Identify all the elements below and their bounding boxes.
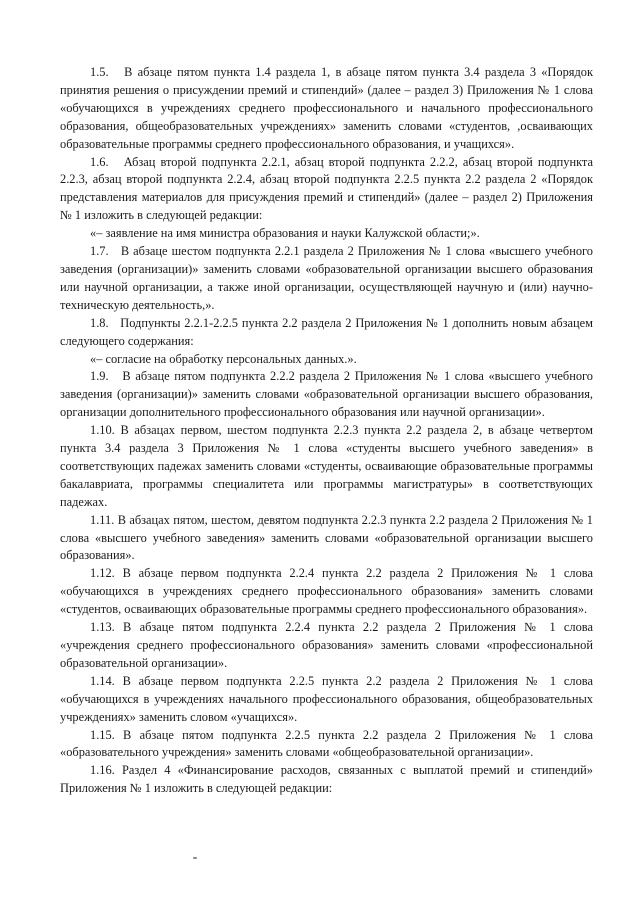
- paragraph-1-15: 1.15. В абзаце пятом подпункта 2.2.5 пункта 2.2 раздела 2 Приложения № 1 слова «образовательного учреждения» заменить словами «общеобразовательной организации».: [60, 727, 593, 760]
- paragraph-1-6-quote: «– заявление на имя министра образования и науки Калужской области;».: [90, 226, 480, 241]
- paragraph-1-13: 1.13. В абзаце пятом подпункта 2.2.4 пункта 2.2 раздела 2 Приложения № 1 слова «учреждения среднего профессионального образования» заменить словами «профессиональной образовательной организации».: [60, 620, 593, 670]
- paragraph-1-16: 1.16. Раздел 4 «Финансирование расходов, связанных с выплатой премий и стипендий» Приложения № 1 изложить в следующей редакции:: [60, 763, 593, 796]
- paragraph-1-8: 1.8. Подпункты 2.2.1-2.2.5 пункта 2.2 раздела 2 Приложения № 1 дополнить новым абзацем следующего содержания:: [60, 315, 593, 348]
- paragraph-1-9: 1.9. В абзаце пятом подпункта 2.2.2 раздела 2 Приложения № 1 слова «высшего учебного заведения (организации)» заменить словами «образовательной организации высшего образования, организации дополнительного профессионального образования или научной организации».: [60, 369, 593, 420]
- paragraph-1-14: 1.14. В абзаце первом подпункта 2.2.5 пункта 2.2 раздела 2 Приложения № 1 слова «обучающихся в учреждениях начального профессионального образования, общеобразовательных учреждениях» заменить словом «учащихся».: [60, 673, 593, 724]
- paragraph-1-8-quote: «– согласие на обработку персональных данных.».: [90, 351, 357, 366]
- scan-speck: [193, 857, 197, 859]
- paragraph-1-6: 1.6. Абзац второй подпункта 2.2.1, абзац второй подпункта 2.2.2, абзац второй подпункта 2.2.3, абзац второй подпункта 2.2.4, абзац второй подпункта 2.2.5 пункта 2.2 раздела 2 «Порядок представления материалов для присуждения премий и стипендий» (далее – раздел 2) Приложения № 1 изложить в следующей редакции:: [60, 154, 593, 223]
- document-body: [60, 64, 593, 798]
- paragraph-1-11: 1.11. В абзацах пятом, шестом, девятом подпункта 2.2.3 пункта 2.2 раздела 2 Приложения № 1 слова «высшего учебного заведения» заменить словами «образовательной организации высшего образования».: [60, 512, 593, 563]
- paragraph-1-7: 1.7. В абзаце шестом подпункта 2.2.1 раздела 2 Приложения № 1 слова «высшего учебного заведения (организации)» заменить словами «образовательной организации высшего образования или научной организации, а также иной организации, осуществляющей научную и (или) научно-техническую деятельность,».: [60, 244, 593, 312]
- paragraph-1-5: 1.5. В абзаце пятом пункта 1.4 раздела 1, в абзаце пятом пункта 3.4 раздела 3 «Порядок принятия решения о присуждении премий и стипендий» (далее – раздел 3) Приложения № 1 слова «обучающихся в учреждениях среднего профессионального и начального профессионального образования, общеобразовательных учреждениях» заменить словами «студентов, ,осваивающих образовательные программы среднего профессионального образования, и учащихся».: [60, 65, 593, 151]
- paragraph-1-12: 1.12. В абзаце первом подпункта 2.2.4 пункта 2.2 раздела 2 Приложения № 1 слова «обучающихся в учреждениях среднего профессионального образования» заменить словами «студентов, осваивающих образовательные программы среднего профессионального образования».: [60, 566, 593, 617]
- paragraph-1-10: 1.10. В абзацах первом, шестом подпункта 2.2.3 пункта 2.2 раздела 2, в абзаце четвертом пункта 3.4 раздела 3 Приложения № 1 слова «студенты высшего учебного заведения» в соответствующих падежах заменить словами «студенты, осваивающие образовательные программы бакалавриата, программы специалитета или программы магистратуры» в соответствующих падежах.: [60, 423, 593, 509]
